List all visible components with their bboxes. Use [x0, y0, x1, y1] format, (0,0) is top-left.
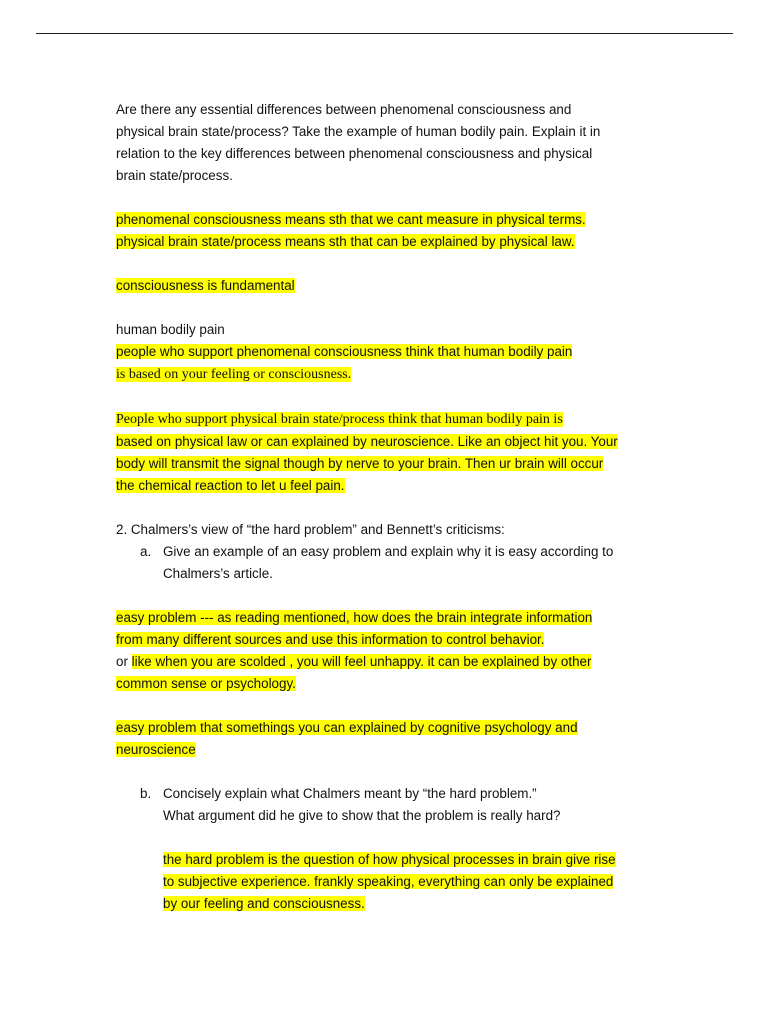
header-rule — [36, 33, 733, 34]
answer-highlight: the chemical reaction to let u feel pain. — [116, 478, 345, 493]
answer-highlight: like when you are scolded , you will feel unhappy. it can be explained by other — [131, 654, 592, 669]
question-2a — [116, 541, 661, 585]
answer-2b — [116, 849, 661, 915]
answer-highlight: easy problem --- as reading mentioned, how does the brain integrate information — [116, 610, 593, 625]
question-2b-line: What argument did he give to show that the problem is really hard? — [163, 808, 561, 823]
list-label-b: b. — [140, 786, 152, 801]
question-2b-line: Concisely explain what Chalmers meant by “the hard problem.” — [163, 786, 537, 801]
answer-highlight: by our feeling and consciousness. — [163, 896, 365, 911]
question-2a-line: Give an example of an easy problem and explain why it is easy according to — [163, 544, 614, 559]
answer-highlight: body will transmit the signal though by nerve to your brain. Then ur brain will occur — [116, 456, 604, 471]
answer-highlight: common sense or psychology. — [116, 676, 296, 691]
answer-highlight: from many different sources and use this information to control behavior. — [116, 632, 545, 647]
answer-highlight: to subjective experience. frankly speaking, everything can only be explained — [163, 874, 614, 889]
answer-highlight: easy problem that somethings you can explained by cognitive psychology and — [116, 720, 578, 735]
or-text: or — [116, 654, 132, 669]
question-1-line: Are there any essential differences between phenomenal consciousness and — [116, 102, 572, 117]
answer-highlight: People who support physical brain state/process think that human bodily pain is — [116, 412, 563, 427]
question-2b — [116, 783, 661, 827]
answer-highlight: neuroscience — [116, 742, 196, 757]
document-body — [116, 99, 661, 915]
answer-highlight: people who support phenomenal consciousness think that human bodily pain — [116, 344, 573, 359]
question-1-line: relation to the key differences between phenomenal consciousness and physical — [116, 146, 593, 161]
answer-highlight: consciousness is fundamental — [116, 278, 295, 293]
question-1-line: brain state/process. — [116, 168, 233, 183]
answer-highlight: based on physical law or can explained by neuroscience. Like an object hit you. Your — [116, 434, 618, 449]
answer-highlight: is based on your feeling or consciousness. — [116, 367, 352, 382]
question-2-heading: 2. Chalmers’s view of “the hard problem” and Bennett’s criticisms: — [116, 522, 505, 537]
question-1-line: physical brain state/process? Take the example of human bodily pain. Explain it in — [116, 124, 601, 139]
question-2a-line: Chalmers’s article. — [163, 566, 273, 581]
list-label-a: a. — [140, 544, 152, 559]
answer-highlight: the hard problem is the question of how physical processes in brain give rise — [163, 852, 616, 867]
answer-highlight: phenomenal consciousness means sth that we cant measure in physical terms. — [116, 212, 586, 227]
answer-highlight: physical brain state/process means sth that can be explained by physical law. — [116, 234, 575, 249]
subheading-pain: human bodily pain — [116, 322, 225, 337]
